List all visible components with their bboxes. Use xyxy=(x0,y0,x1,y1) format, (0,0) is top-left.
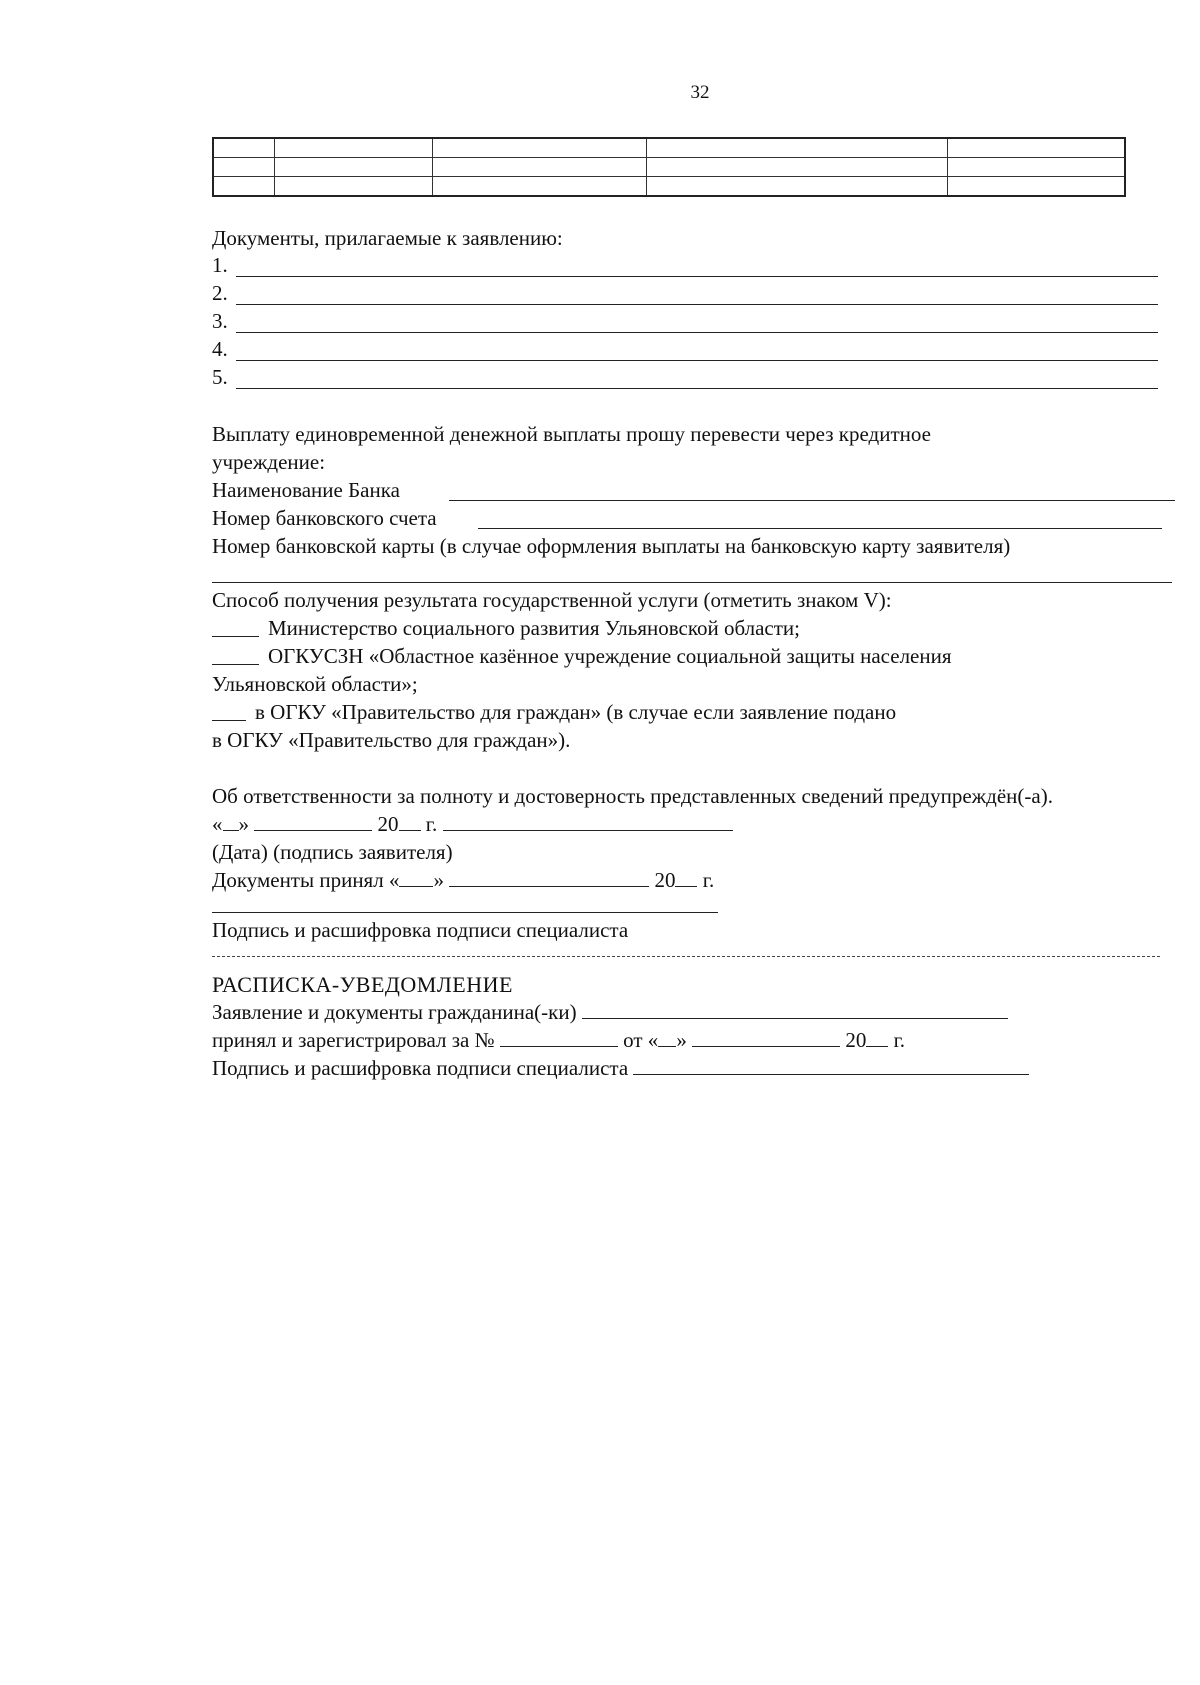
receipt-year-field[interactable] xyxy=(866,1028,888,1047)
date-open: « xyxy=(212,812,223,836)
date-row xyxy=(212,812,733,837)
responsibility-statement: Об ответственности за полноту и достоверность представленных сведений предупреждён(-а). xyxy=(212,784,1053,808)
receipt-specialist-label: Подпись и расшифровка подписи специалиста xyxy=(212,1056,629,1080)
table-cell xyxy=(647,158,948,177)
table-cell xyxy=(948,138,1126,158)
attached-item-3: 3. xyxy=(212,309,228,333)
option2-label-line2: Ульяновской области»; xyxy=(212,672,418,696)
attached-item-5: 5. xyxy=(212,365,228,389)
table-cell xyxy=(213,138,275,158)
accepted-close: » xyxy=(433,868,444,892)
page-number: 32 xyxy=(690,82,710,103)
table-cell xyxy=(213,177,275,197)
date-signature-caption: (Дата) (подпись заявителя) xyxy=(212,840,453,864)
bank-name-field[interactable] xyxy=(449,500,1175,501)
table-cell xyxy=(275,177,433,197)
table-cell xyxy=(647,138,948,158)
bank-name-label: Наименование Банка xyxy=(212,478,400,502)
attached-item-4-field[interactable] xyxy=(236,360,1158,361)
receipt-line2 xyxy=(212,1028,905,1053)
cut-line xyxy=(212,956,1160,957)
date-month-field[interactable] xyxy=(254,812,372,831)
receipt-specialist-field[interactable] xyxy=(633,1056,1029,1075)
payment-intro-line1: Выплату единовременной денежной выплаты прошу перевести через кредитное xyxy=(212,422,931,446)
option1-label: Министерство социального развития Ульяновской области; xyxy=(268,616,800,640)
accepted-year: 20 xyxy=(654,868,676,892)
receipt-year: 20 xyxy=(845,1028,867,1052)
option2-checkbox[interactable] xyxy=(212,664,259,665)
receipt-date-open: от « xyxy=(623,1028,659,1052)
table-row xyxy=(213,177,1125,197)
date-year-field[interactable] xyxy=(399,812,421,831)
attached-item-4: 4. xyxy=(212,337,228,361)
option2-label-line1: ОГКУСЗН «Областное казённое учреждение социальной защиты населения xyxy=(268,644,952,668)
applicant-signature-field[interactable] xyxy=(443,812,733,831)
receipt-title: РАСПИСКА-УВЕДОМЛЕНИЕ xyxy=(212,972,513,997)
date-year: 20 xyxy=(377,812,399,836)
accepted-year-suffix: г. xyxy=(702,868,715,892)
option3-checkbox[interactable] xyxy=(212,720,246,721)
attached-item-1-field[interactable] xyxy=(236,276,1158,277)
receipt-line1 xyxy=(212,1000,1008,1025)
receipt-registered-label: принял и зарегистрировал за № xyxy=(212,1028,495,1052)
date-day-field[interactable] xyxy=(223,812,239,831)
account-field[interactable] xyxy=(478,528,1162,529)
table-cell xyxy=(433,177,647,197)
accepted-year-field[interactable] xyxy=(675,868,697,887)
option1-checkbox[interactable] xyxy=(212,636,259,637)
attached-heading: Документы, прилагаемые к заявлению: xyxy=(212,226,563,250)
receipt-citizen-field[interactable] xyxy=(582,1000,1008,1019)
table-cell xyxy=(647,177,948,197)
table-row xyxy=(213,138,1125,158)
table-cell xyxy=(213,158,275,177)
continuation-table xyxy=(212,137,1126,197)
receipt-day-field[interactable] xyxy=(658,1028,676,1047)
table-cell xyxy=(433,158,647,177)
table-cell xyxy=(433,138,647,158)
specialist-caption: Подпись и расшифровка подписи специалиста xyxy=(212,918,629,942)
attached-item-2: 2. xyxy=(212,281,228,305)
option3-label-line1: в ОГКУ «Правительство для граждан» (в случае если заявление подано xyxy=(255,700,897,724)
method-heading: Способ получения результата государственной услуги (отметить знаком V): xyxy=(212,588,892,612)
table-cell xyxy=(275,158,433,177)
table-row xyxy=(213,158,1125,177)
date-year-suffix: г. xyxy=(425,812,438,836)
table-cell xyxy=(948,177,1126,197)
receipt-number-field[interactable] xyxy=(500,1028,618,1047)
accepted-label: Документы принял « xyxy=(212,868,400,892)
account-label: Номер банковского счета xyxy=(212,506,437,530)
payment-intro-line2: учреждение: xyxy=(212,450,326,474)
option3-label-line2: в ОГКУ «Правительство для граждан»). xyxy=(212,728,571,752)
receipt-month-field[interactable] xyxy=(692,1028,840,1047)
accepted-row xyxy=(212,868,714,893)
accepted-month-field[interactable] xyxy=(449,868,649,887)
card-field[interactable] xyxy=(212,582,1172,583)
card-label: Номер банковской карты (в случае оформления выплаты на банковскую карту заявителя) xyxy=(212,534,1011,558)
receipt-line3 xyxy=(212,1056,1029,1081)
attached-item-5-field[interactable] xyxy=(236,388,1158,389)
receipt-date-close: » xyxy=(676,1028,687,1052)
attached-item-3-field[interactable] xyxy=(236,332,1158,333)
attached-item-2-field[interactable] xyxy=(236,304,1158,305)
receipt-year-suffix: г. xyxy=(893,1028,906,1052)
table-cell xyxy=(948,158,1126,177)
specialist-signature-field[interactable] xyxy=(212,912,718,913)
table-cell xyxy=(275,138,433,158)
receipt-citizen-label: Заявление и документы гражданина(-ки) xyxy=(212,1000,577,1024)
accepted-day-field[interactable] xyxy=(399,868,433,887)
date-close: » xyxy=(238,812,249,836)
attached-item-1: 1. xyxy=(212,253,228,277)
